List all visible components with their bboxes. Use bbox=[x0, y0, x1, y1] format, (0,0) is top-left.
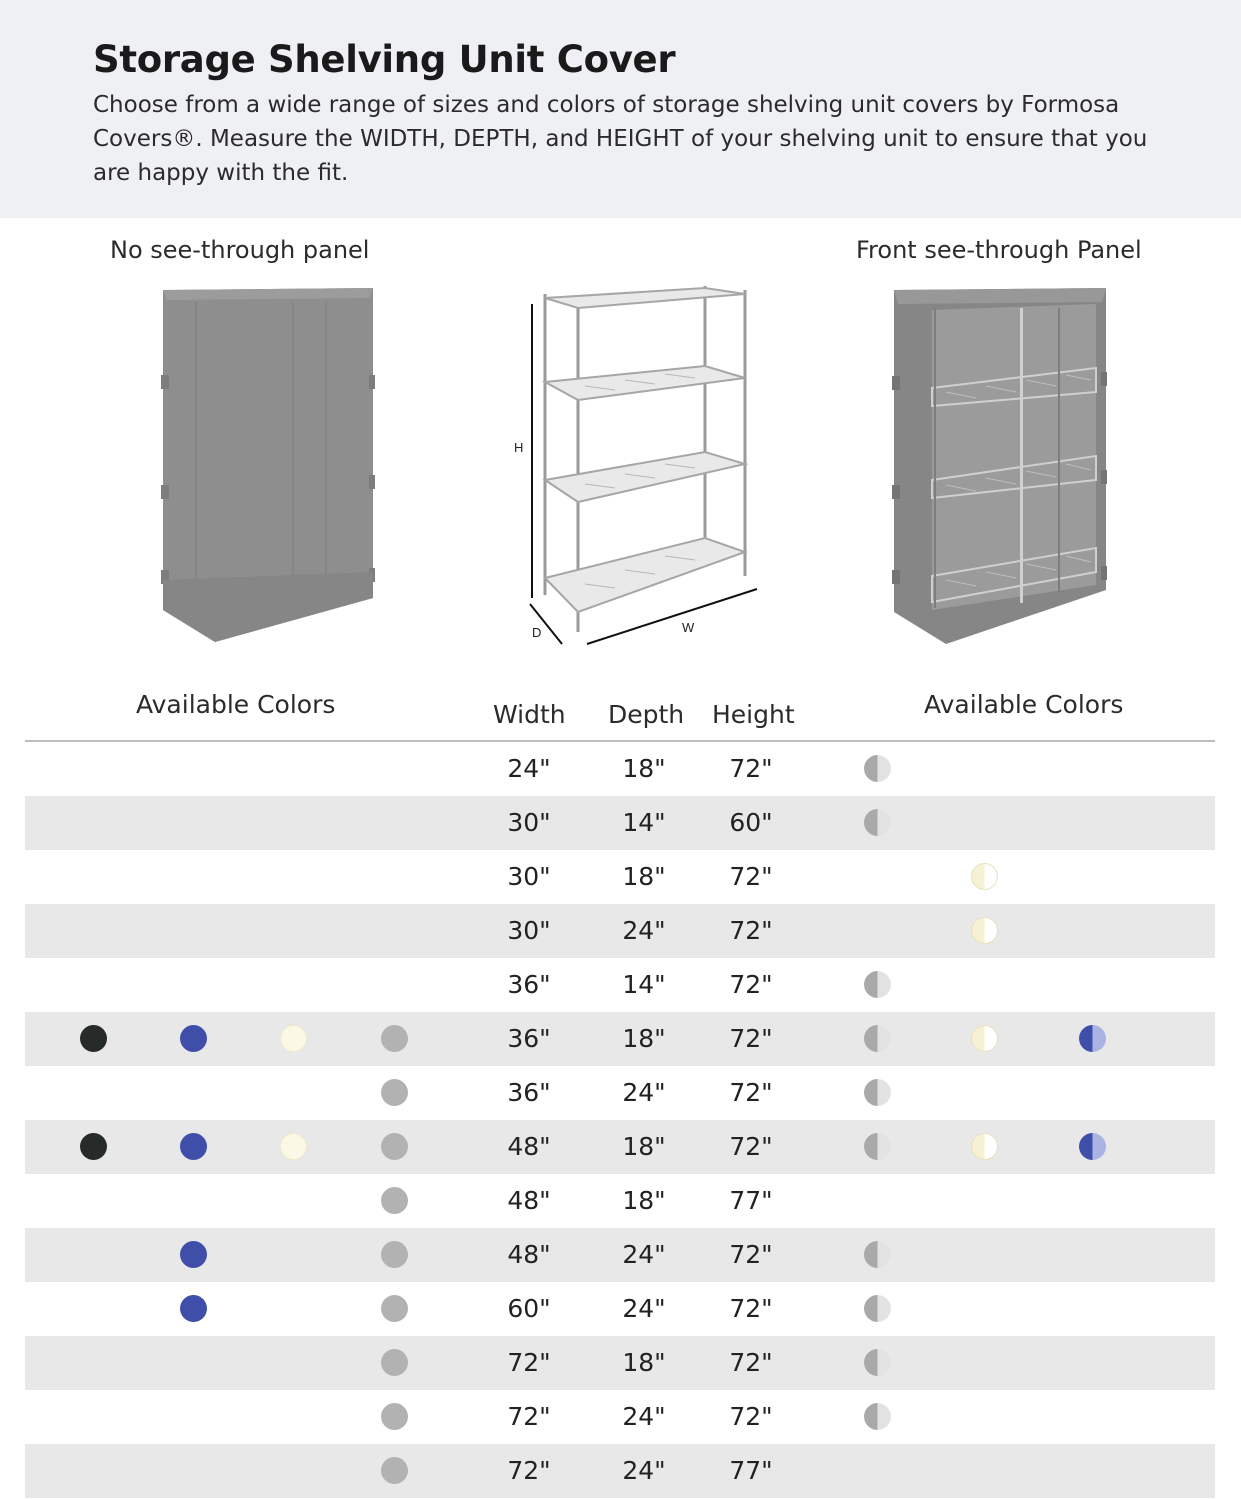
height-value: 72" bbox=[729, 1348, 773, 1377]
depth-value: 18" bbox=[622, 1132, 666, 1161]
width-value: 36" bbox=[507, 1078, 551, 1107]
shelf-dimension-diagram bbox=[505, 280, 770, 655]
table-row bbox=[25, 850, 1215, 904]
width-value: 36" bbox=[507, 970, 551, 999]
table-row bbox=[25, 1066, 1215, 1120]
height-value: 77" bbox=[729, 1456, 773, 1485]
color-swatch-grey[interactable] bbox=[381, 1079, 408, 1106]
see-through-panel-label: Front see-through Panel bbox=[856, 236, 1142, 264]
color-swatch-grey[interactable] bbox=[381, 1133, 408, 1160]
color-swatch-beige[interactable] bbox=[280, 1025, 307, 1052]
color-swatch-grey[interactable] bbox=[381, 1349, 408, 1376]
table-row bbox=[25, 1174, 1215, 1228]
width-value: 30" bbox=[507, 862, 551, 891]
depth-value: 24" bbox=[622, 1078, 666, 1107]
height-value: 72" bbox=[729, 970, 773, 999]
height-value: 77" bbox=[729, 1186, 773, 1215]
width-value: 48" bbox=[507, 1240, 551, 1269]
color-swatch-beige[interactable] bbox=[280, 1133, 307, 1160]
clear-color-swatch-navy[interactable] bbox=[1079, 1133, 1106, 1160]
header-band bbox=[0, 0, 1241, 218]
width-value: 30" bbox=[507, 808, 551, 837]
height-value: 72" bbox=[729, 1132, 773, 1161]
no-panel-label: No see-through panel bbox=[110, 236, 370, 264]
height-value: 72" bbox=[729, 754, 773, 783]
table-row bbox=[25, 796, 1215, 850]
height-value: 72" bbox=[729, 862, 773, 891]
height-value: 72" bbox=[729, 1402, 773, 1431]
width-label: W bbox=[682, 620, 695, 635]
depth-value: 18" bbox=[622, 754, 666, 783]
clear-color-swatch-beige[interactable] bbox=[971, 1025, 998, 1052]
clear-color-swatch-grey[interactable] bbox=[864, 1349, 891, 1376]
color-swatch-navy[interactable] bbox=[180, 1025, 207, 1052]
height-label: H bbox=[514, 440, 524, 455]
clear-color-swatch-grey[interactable] bbox=[864, 809, 891, 836]
width-value: 48" bbox=[507, 1132, 551, 1161]
depth-value: 18" bbox=[622, 862, 666, 891]
color-swatch-grey[interactable] bbox=[381, 1025, 408, 1052]
width-value: 48" bbox=[507, 1186, 551, 1215]
width-value: 24" bbox=[507, 754, 551, 783]
clear-color-swatch-grey[interactable] bbox=[864, 1025, 891, 1052]
table-row bbox=[25, 1444, 1215, 1498]
table-row bbox=[25, 1120, 1215, 1174]
see-through-cover-image bbox=[886, 280, 1116, 650]
clear-color-swatch-grey[interactable] bbox=[864, 1403, 891, 1430]
clear-color-swatch-grey[interactable] bbox=[864, 1133, 891, 1160]
color-swatch-grey[interactable] bbox=[381, 1403, 408, 1430]
width-column-header: Width bbox=[493, 700, 566, 729]
table-row bbox=[25, 1228, 1215, 1282]
clear-color-swatch-grey[interactable] bbox=[864, 1241, 891, 1268]
clear-color-swatch-grey[interactable] bbox=[864, 755, 891, 782]
clear-colors-header: Available Colors bbox=[924, 690, 1124, 719]
depth-value: 24" bbox=[622, 1294, 666, 1323]
table-row bbox=[25, 958, 1215, 1012]
clear-color-swatch-beige[interactable] bbox=[971, 1133, 998, 1160]
depth-value: 24" bbox=[622, 1456, 666, 1485]
color-swatch-grey[interactable] bbox=[381, 1295, 408, 1322]
width-value: 72" bbox=[507, 1402, 551, 1431]
solid-colors-header: Available Colors bbox=[136, 690, 336, 719]
depth-value: 18" bbox=[622, 1024, 666, 1053]
color-swatch-navy[interactable] bbox=[180, 1133, 207, 1160]
color-swatch-grey[interactable] bbox=[381, 1187, 408, 1214]
height-value: 72" bbox=[729, 1024, 773, 1053]
width-value: 36" bbox=[507, 1024, 551, 1053]
table-row bbox=[25, 1012, 1215, 1066]
depth-value: 24" bbox=[622, 916, 666, 945]
height-value: 72" bbox=[729, 1240, 773, 1269]
size-table bbox=[25, 742, 1215, 1498]
width-value: 72" bbox=[507, 1348, 551, 1377]
table-row bbox=[25, 1390, 1215, 1444]
depth-column-header: Depth bbox=[608, 700, 685, 729]
clear-color-swatch-grey[interactable] bbox=[864, 971, 891, 998]
height-value: 72" bbox=[729, 916, 773, 945]
table-row bbox=[25, 904, 1215, 958]
width-value: 72" bbox=[507, 1456, 551, 1485]
height-value: 72" bbox=[729, 1078, 773, 1107]
clear-color-swatch-navy[interactable] bbox=[1079, 1025, 1106, 1052]
clear-color-swatch-beige[interactable] bbox=[971, 863, 998, 890]
height-column-header: Height bbox=[712, 700, 795, 729]
color-swatch-navy[interactable] bbox=[180, 1241, 207, 1268]
color-swatch-black[interactable] bbox=[80, 1133, 107, 1160]
height-value: 60" bbox=[729, 808, 773, 837]
depth-value: 24" bbox=[622, 1240, 666, 1269]
depth-value: 14" bbox=[622, 808, 666, 837]
depth-label: D bbox=[532, 625, 542, 640]
width-value: 30" bbox=[507, 916, 551, 945]
solid-cover-image bbox=[155, 280, 385, 650]
width-value: 60" bbox=[507, 1294, 551, 1323]
clear-color-swatch-beige[interactable] bbox=[971, 917, 998, 944]
clear-color-swatch-grey[interactable] bbox=[864, 1079, 891, 1106]
clear-color-swatch-grey[interactable] bbox=[864, 1295, 891, 1322]
table-row bbox=[25, 1336, 1215, 1390]
page-title: Storage Shelving Unit Cover bbox=[93, 38, 676, 81]
color-swatch-grey[interactable] bbox=[381, 1241, 408, 1268]
depth-value: 18" bbox=[622, 1348, 666, 1377]
table-row bbox=[25, 742, 1215, 796]
color-swatch-navy[interactable] bbox=[180, 1295, 207, 1322]
color-swatch-black[interactable] bbox=[80, 1025, 107, 1052]
color-swatch-grey[interactable] bbox=[381, 1457, 408, 1484]
height-value: 72" bbox=[729, 1294, 773, 1323]
depth-value: 14" bbox=[622, 970, 666, 999]
page-description: Choose from a wide range of sizes and colors of storage shelving unit covers by Formosa Covers®. Measure the WIDTH, DEPTH, and HEIGHT of your shelving unit to ensure that you are happy with the fit. bbox=[93, 92, 1148, 186]
table-row bbox=[25, 1282, 1215, 1336]
depth-value: 24" bbox=[622, 1402, 666, 1431]
depth-value: 18" bbox=[622, 1186, 666, 1215]
